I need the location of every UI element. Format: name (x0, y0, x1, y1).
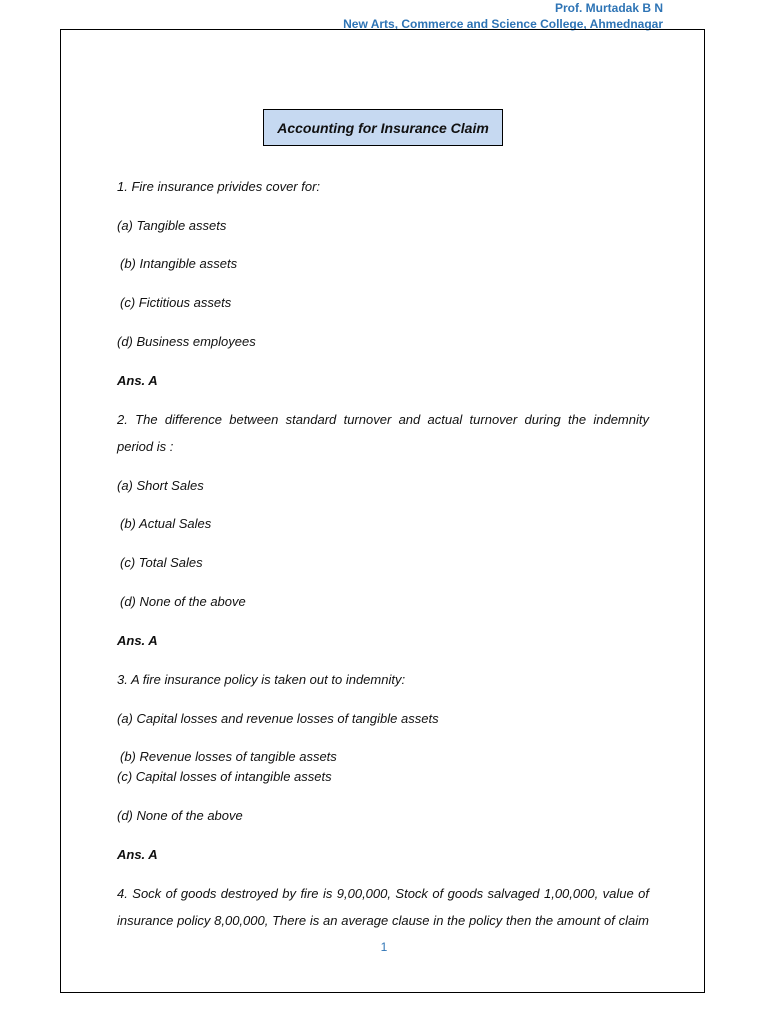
question-4-line-2: insurance policy 8,00,000, There is an average clause in the policy then the amount of claim (117, 913, 649, 928)
question-3: 3. A fire insurance policy is taken out to indemnity: (117, 672, 406, 687)
q3-option-c: (c) Capital losses of intangible assets (117, 769, 332, 784)
question-4-line-1: 4. Sock of goods destroyed by fire is 9,00,000, Stock of goods salvaged 1,00,000, value of (117, 886, 649, 901)
q2-option-c: (c) Total Sales (120, 555, 203, 570)
q1-option-c: (c) Fictitious assets (120, 295, 232, 310)
page-title: Accounting for Insurance Claim (263, 109, 503, 146)
q1-option-d: (d) Business employees (117, 334, 256, 349)
q3-option-b: (b) Revenue losses of tangible assets (120, 749, 337, 764)
question-2-line-2: period is : (117, 439, 174, 454)
q3-option-d: (d) None of the above (117, 808, 243, 823)
q2-option-a: (a) Short Sales (117, 478, 204, 493)
question-1: 1. Fire insurance privides cover for: (117, 179, 321, 194)
header-college: New Arts, Commerce and Science College, Ahmednagar (343, 17, 663, 31)
q3-answer: Ans. A (117, 847, 158, 862)
header-author: Prof. Murtadak B N (554, 1, 663, 15)
q2-answer: Ans. A (117, 633, 158, 648)
q1-option-a: (a) Tangible assets (117, 218, 227, 233)
q3-option-a: (a) Capital losses and revenue losses of tangible assets (117, 711, 439, 726)
q2-option-d: (d) None of the above (120, 594, 246, 609)
q2-option-b: (b) Actual Sales (120, 516, 212, 531)
q1-answer: Ans. A (117, 373, 158, 388)
q1-option-b: (b) Intangible assets (120, 256, 238, 271)
page-number: 1 (380, 940, 388, 954)
question-2-line-1: 2. The difference between standard turnover and actual turnover during the indemnity (117, 412, 649, 427)
